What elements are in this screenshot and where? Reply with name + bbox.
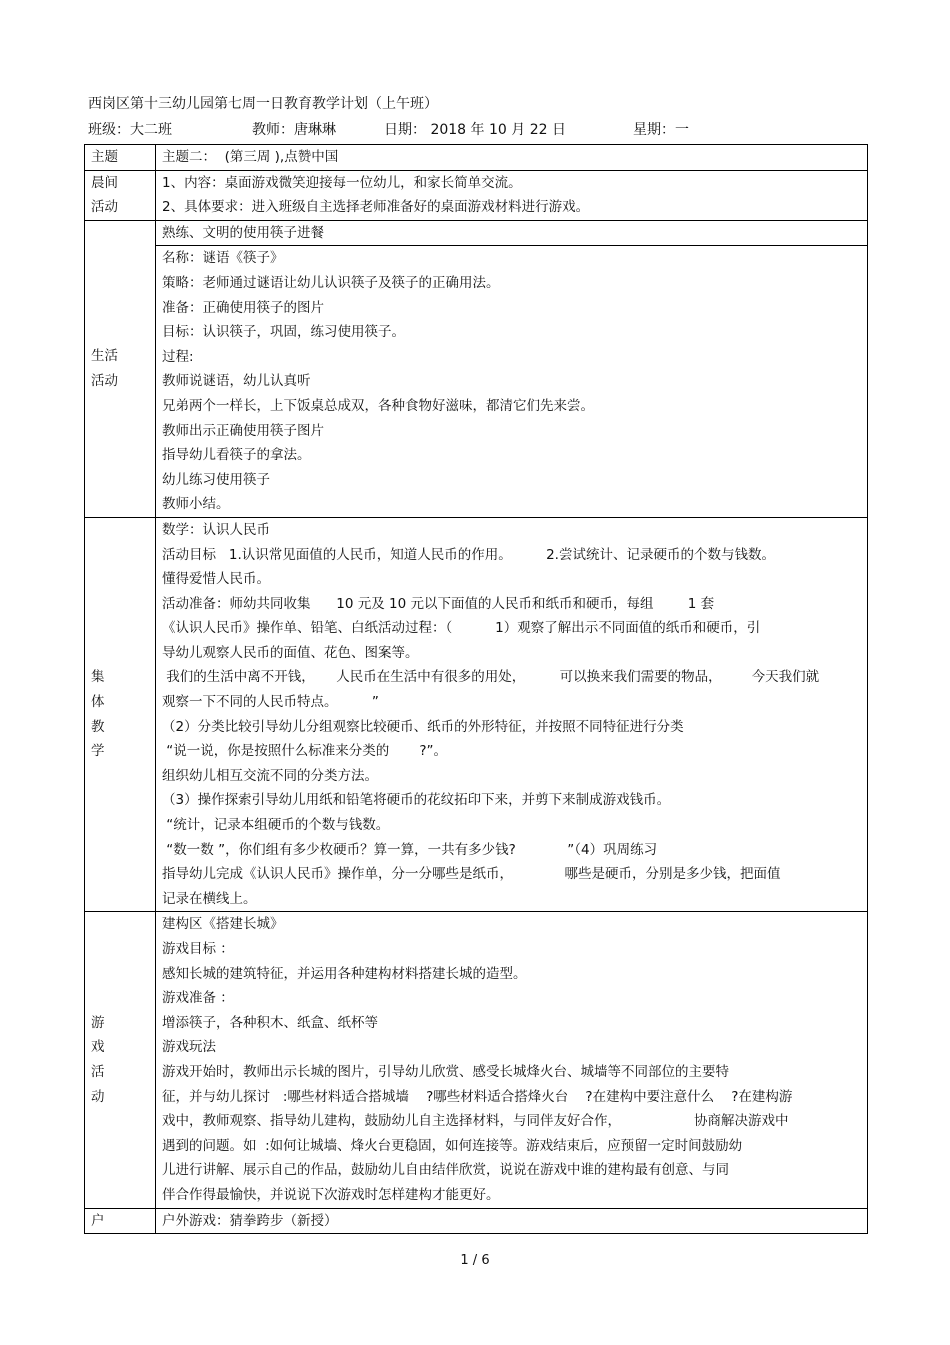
group-line: （3）操作探索引导幼儿用纸和铅笔将硬币的花纹拓印下来，并剪下来制成游戏钱币。 (162, 792, 671, 809)
game-line: 游戏目标 ： (162, 941, 234, 957)
group-label-line: 教 (91, 718, 105, 735)
game-line: 游戏准备 ： (162, 990, 234, 1007)
group-content-cell (156, 517, 868, 912)
group-line: “数一数 ”，你们组有多少枚硬币？算一算，一共有多少钱? ”（4）巩周练习 (162, 841, 658, 858)
group-line: （2）分类比较引导幼儿分组观察比较硬币、纸币的外形特征，并按照不同特征进行分类 (162, 718, 684, 735)
group-line: 组织幼儿相互交流不同的分类方法。 (162, 767, 378, 784)
game-line: 感知长城的建筑特征，并运用各种建构材料搭建长城的造型。 (162, 965, 527, 982)
life-header-row (85, 220, 868, 246)
game-line: 儿进行讲解、展示自己的作品，鼓励幼儿自由结伴欣赏，说说在游戏中谁的建构最有创意、与同 (162, 1162, 729, 1179)
outdoor-row (85, 1208, 868, 1234)
group-line: 观察一下不同的人民币特点。 ” (162, 694, 379, 711)
outdoor-content: 户外游戏：猜拳跨步（新授） (162, 1212, 338, 1229)
life-line: 教师出示正确使用筷子图片 (162, 422, 324, 439)
game-row (85, 912, 868, 1208)
game-content-cell (156, 912, 868, 1208)
life-line: 名称：谜语《筷子》 (162, 250, 284, 267)
morning-label-line: 晨间 (91, 174, 118, 191)
morning-row (85, 170, 868, 220)
class-field: 班级：大二班 (88, 122, 172, 138)
theme-row (85, 145, 868, 171)
life-line: 教师小结。 (162, 496, 230, 513)
outdoor-label: 户 (91, 1212, 105, 1229)
life-header: 熟练、文明的使用筷子进餐 (162, 224, 324, 241)
life-label-cell (85, 220, 156, 517)
life-row (85, 246, 868, 518)
group-line: 我们的生活中离不开钱， 人民币在生活中有很多的用处， 可以换来我们需要的物品， 今天我们就 (162, 669, 820, 686)
morning-line: 1、内容：桌面游戏微笑迎接每一位幼儿，和家长简单交流。 (162, 174, 522, 191)
life-label-line: 生活 (91, 348, 118, 365)
group-line: “说一说，你是按照什么标准来分类的 ?”。 (162, 743, 447, 760)
life-label-line: 活动 (91, 372, 118, 389)
weekday-field: 星期：一 (633, 122, 689, 138)
game-line: 遇到的问题。如 :如何让城墙、烽火台更稳固，如何连接等。游戏结束后，应预留一定时间鼓励幼 (162, 1137, 743, 1154)
date-field: 日期： 2018 年 10 月 22 日 (384, 122, 566, 138)
group-line: 记录在横线上。 (162, 890, 257, 907)
outdoor-label-cell (85, 1208, 156, 1234)
morning-line: 2、具体要求：进入班级自主选择老师准备好的桌面游戏材料进行游戏。 (162, 199, 590, 216)
life-line: 目标：认识筷子，巩固，练习使用筷子。 (162, 324, 405, 341)
life-line: 过程: (162, 348, 194, 365)
page-number: 1 / 6 (460, 1253, 490, 1268)
game-label-line: 动 (91, 1088, 105, 1105)
life-line: 策略：老师通过谜语让幼儿认识筷子及筷子的正确用法。 (162, 274, 500, 291)
morning-label-line: 活动 (91, 199, 118, 216)
group-line: 懂得爱惜人民币。 (162, 571, 270, 588)
group-label-line: 体 (91, 694, 105, 711)
game-line: 增添筷子，各种积木、纸盒、纸杯等 (162, 1014, 378, 1031)
game-label-cell (85, 912, 156, 1208)
group-line: 指导幼儿完成《认识人民币》操作单，分一分哪些是纸币， 哪些是硬币，分别是多少钱，把面值 (162, 866, 781, 883)
theme-content-cell (156, 145, 868, 171)
life-line: 兄弟两个一样长，上下饭桌总成双，各种食物好滋味，都清它们先来尝。 (162, 397, 594, 414)
game-line: 征，并与幼儿探讨 :哪些材料适合搭城墙 ?哪些材料适合搭烽火台 ?在建构中要注意什么 ?在建构游 (162, 1088, 793, 1105)
game-label-line: 游 (91, 1014, 105, 1031)
group-label-line: 集 (91, 669, 105, 686)
outdoor-content-cell (156, 1208, 868, 1234)
life-line: 教师说谜语，幼儿认真听 (162, 373, 311, 390)
theme-label-cell (85, 145, 156, 171)
group-line: 《认识人民币》操作单、铅笔、白纸活动过程：（ 1）观察了解出示不同面值的纸币和硬币，引 (162, 620, 761, 637)
morning-label-cell (85, 170, 156, 220)
group-line: 数学：认识人民币 (162, 521, 270, 538)
life-line: 幼儿练习使用筷子 (162, 471, 270, 488)
morning-content-cell (156, 170, 868, 220)
life-line: 指导幼儿看筷子的拿法。 (162, 447, 311, 464)
life-content-cell (156, 246, 868, 518)
group-line: “统计，记录本组硬币的个数与钱数。 (162, 817, 390, 834)
theme-content: 主题二： (第三周 ),点赞中国 (162, 149, 339, 165)
game-line: 游戏开始时，教师出示长城的图片，引导幼儿欣赏、感受长城烽火台、城墙等不同部位的主要特 (162, 1063, 729, 1080)
game-line: 游戏玩法 (162, 1039, 216, 1056)
group-label-line: 学 (91, 743, 105, 760)
teacher-field: 教师：唐琳琳 (252, 122, 336, 138)
game-label-line: 活 (91, 1063, 105, 1080)
game-line: 建构区《搭建长城》 (162, 916, 284, 933)
group-line: 活动目标 1.认识常见面值的人民币，知道人民币的作用。 2.尝试统计、记录硬币的个数与钱数。 (162, 546, 775, 563)
theme-label: 主题 (91, 149, 118, 165)
group-line: 导幼儿观察人民币的面值、花色、图案等。 (162, 644, 419, 661)
document-title: 西岗区第十三幼儿园第七周一日教育教学计划（上午班） (88, 96, 438, 112)
plan-table (84, 144, 868, 1234)
life-header-cell (156, 220, 868, 246)
group-line: 活动准备：师幼共同收集 10 元及 10 元以下面值的人民币和纸币和硬币，每组 1 套 (162, 595, 715, 612)
life-line: 准备：正确使用筷子的图片 (162, 299, 324, 316)
game-line: 戏中，教师观察、指导幼儿建构，鼓励幼儿自主选择材料，与同伴友好合作， 协商解决游戏中 (162, 1113, 789, 1130)
group-label-cell (85, 517, 156, 912)
meta-line (88, 119, 878, 141)
game-label-line: 戏 (91, 1039, 105, 1056)
group-row (85, 517, 868, 912)
game-line: 伴合作得最愉快，并说说下次游戏时怎样建构才能更好。 (162, 1186, 500, 1203)
